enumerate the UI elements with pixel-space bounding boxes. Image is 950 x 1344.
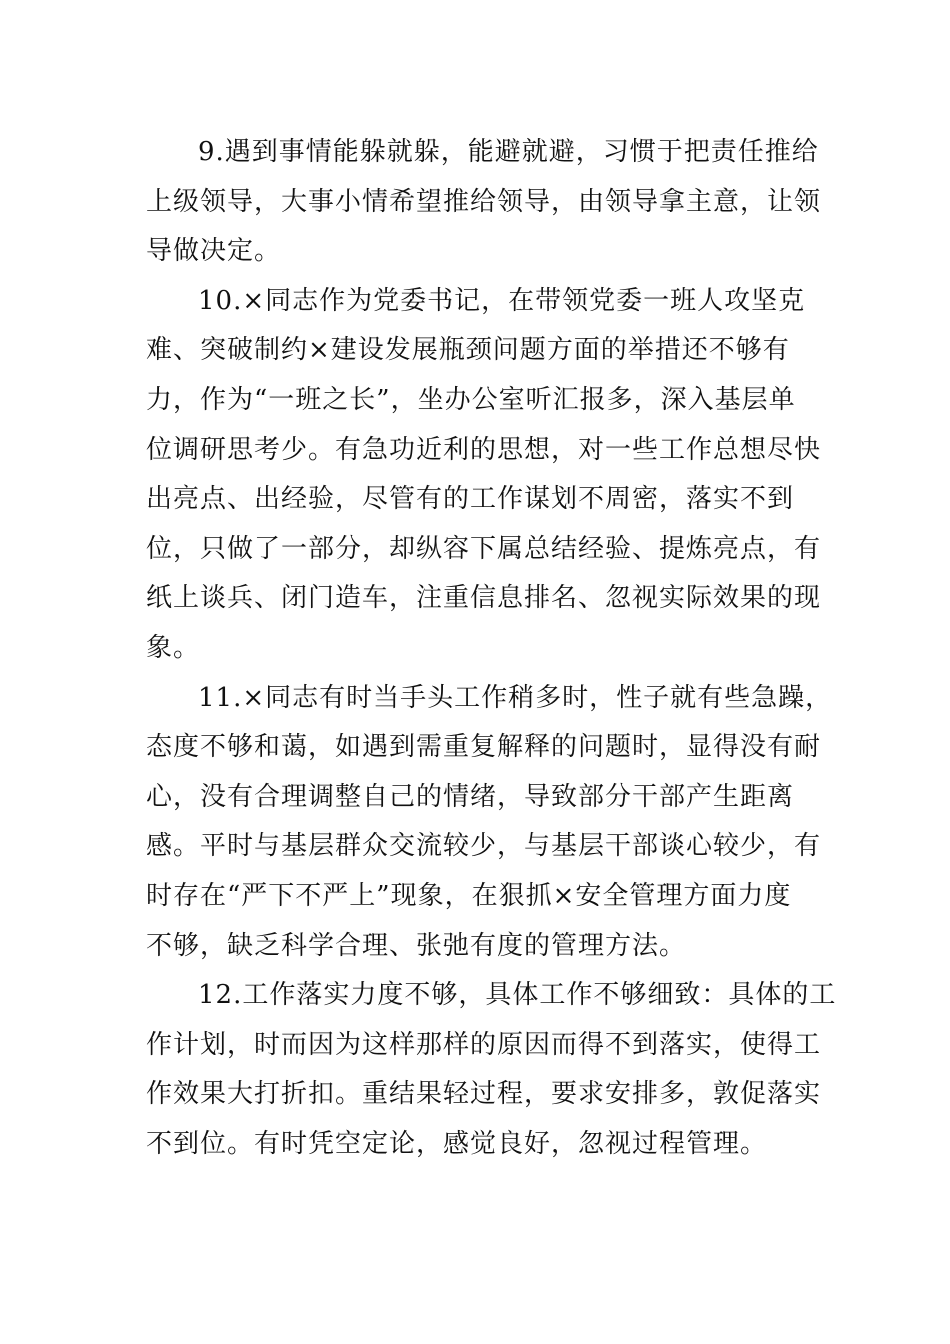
paragraph-line: 不够，缺乏科学合理、张弛有度的管理方法。 xyxy=(146,930,687,961)
paragraph-line: 难、突破制约×建设发展瓶颈问题方面的举措还不够有 xyxy=(146,335,790,366)
paragraph-line: 心，没有合理调整自己的情绪，导致部分干部产生距离 xyxy=(146,781,795,812)
paragraph-9 xyxy=(146,128,822,277)
paragraph-line: 纸上谈兵、闭门造车，注重信息排名、忽视实际效果的现 xyxy=(146,583,822,614)
paragraph-line: 不到位。有时凭空定论，感觉良好，忽视过程管理。 xyxy=(146,1128,768,1159)
paragraph-11 xyxy=(146,674,833,972)
document-body xyxy=(146,128,837,1169)
paragraph-12 xyxy=(146,971,837,1169)
paragraph-line: 作效果大打折扣。重结果轻过程，要求安排多，敦促落实 xyxy=(146,1079,822,1110)
paragraph-line: 作计划，时而因为这样那样的原因而得不到落实，使得工 xyxy=(146,1029,822,1060)
paragraph-line: 力，作为“一班之长”，坐办公室听汇报多，深入基层单 xyxy=(146,384,796,415)
paragraph-line: 11.×同志有时当手头工作稍多时，性子就有些急躁， xyxy=(198,682,833,713)
paragraph-line: 导做决定。 xyxy=(146,236,282,267)
paragraph-line: 感。平时与基层群众交流较少，与基层干部谈心较少，有 xyxy=(146,831,822,862)
paragraph-line: 上级领导，大事小情希望推给领导，由领导拿主意，让领 xyxy=(146,186,822,217)
paragraph-line: 出亮点、出经验，尽管有的工作谋划不周密，落实不到 xyxy=(146,484,795,515)
paragraph-line: 时存在“严下不严上”现象，在狠抓×安全管理方面力度 xyxy=(146,880,792,911)
paragraph-line: 象。 xyxy=(146,632,201,663)
paragraph-line: 9.遇到事情能躲就躲，能避就避，习惯于把责任推给 xyxy=(198,137,819,167)
paragraph-line: 态度不够和蔼，如遇到需重复解释的问题时，显得没有耐 xyxy=(146,732,822,763)
paragraph-line: 位调研思考少。有急功近利的思想，对一些工作总想尽快 xyxy=(146,434,822,465)
paragraph-line: 位，只做了一部分，却纵容下属总结经验、提炼亮点，有 xyxy=(146,533,822,564)
paragraph-10 xyxy=(146,277,822,674)
paragraph-line: 12.工作落实力度不够，具体工作不够细致：具体的工 xyxy=(198,980,837,1011)
paragraph-line: 10.×同志作为党委书记，在带领党委一班人攻坚克 xyxy=(198,285,806,316)
